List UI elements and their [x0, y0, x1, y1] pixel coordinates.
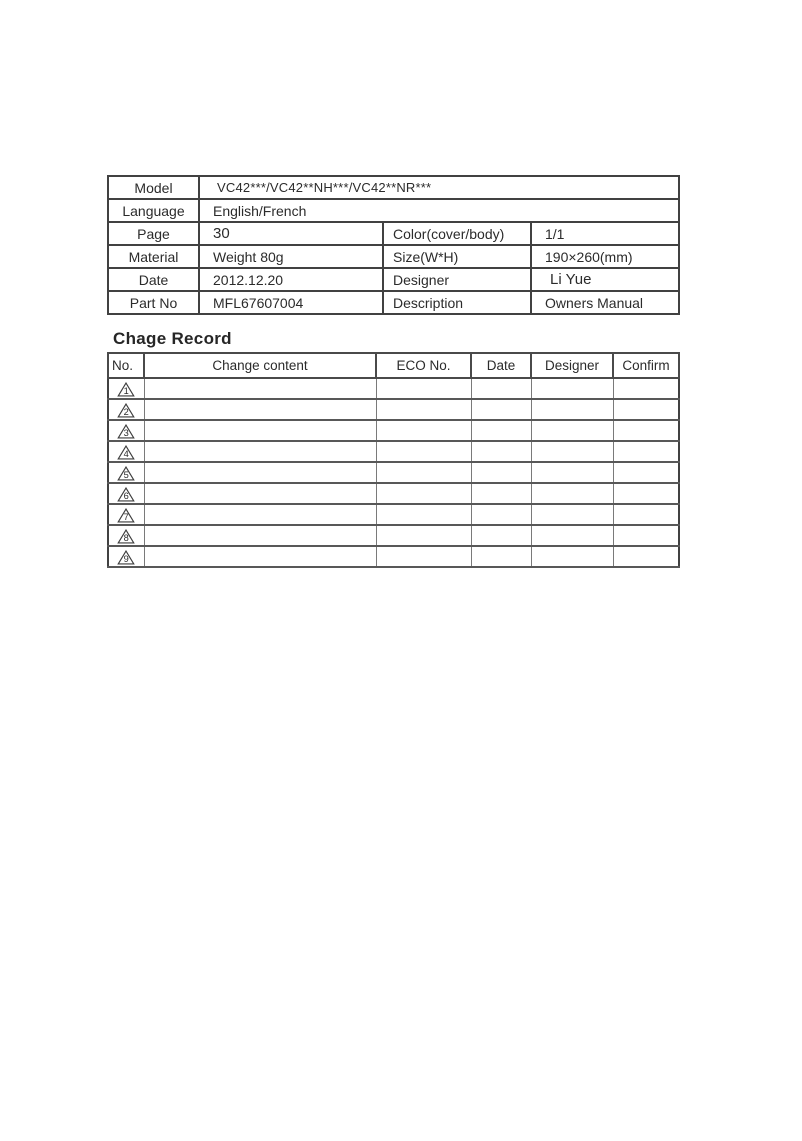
revision-number: 1 — [123, 385, 130, 396]
revision-number: 8 — [123, 532, 130, 543]
spec-value-designer: Li Yue — [531, 268, 679, 291]
spec-row-date — [108, 268, 679, 291]
revision-no-cell — [108, 441, 144, 462]
change-record-row — [108, 378, 679, 399]
col-header-change-content: Change content — [144, 353, 376, 378]
revision-triangle-icon — [117, 550, 135, 565]
col-header-eco-no: ECO No. — [376, 353, 471, 378]
change-record-row — [108, 546, 679, 567]
spec-value-color: 1/1 — [531, 222, 679, 245]
spec-value-date: 2012.12.20 — [199, 268, 383, 291]
change-content-cell — [144, 525, 376, 546]
date-cell — [471, 420, 531, 441]
change-content-cell — [144, 399, 376, 420]
date-cell — [471, 525, 531, 546]
spec-label-language: Language — [108, 199, 199, 222]
revision-no-cell — [108, 546, 144, 567]
spec-label-page: Page — [108, 222, 199, 245]
date-cell — [471, 399, 531, 420]
confirm-cell — [613, 420, 679, 441]
spec-label-material: Material — [108, 245, 199, 268]
spec-value-page: 30 — [199, 222, 383, 245]
spec-value-language: English/French — [199, 199, 679, 222]
spec-label-color: Color(cover/body) — [383, 222, 531, 245]
date-cell — [471, 441, 531, 462]
eco-no-cell — [376, 483, 471, 504]
spec-table — [107, 175, 680, 315]
col-header-designer: Designer — [531, 353, 613, 378]
confirm-cell — [613, 504, 679, 525]
designer-cell — [531, 483, 613, 504]
revision-number: 5 — [123, 469, 130, 480]
spec-label-size: Size(W*H) — [383, 245, 531, 268]
spec-label-description: Description — [383, 291, 531, 314]
revision-triangle-icon — [117, 403, 135, 418]
spec-value-model: VC42***/VC42**NH***/VC42**NR*** — [199, 176, 679, 199]
eco-no-cell — [376, 504, 471, 525]
spec-label-date: Date — [108, 268, 199, 291]
change-content-cell — [144, 462, 376, 483]
confirm-cell — [613, 399, 679, 420]
spec-label-partno: Part No — [108, 291, 199, 314]
spec-value-partno: MFL67607004 — [199, 291, 383, 314]
change-record-header-row — [108, 353, 679, 378]
revision-number: 7 — [123, 511, 130, 522]
change-record-row — [108, 441, 679, 462]
revision-triangle-icon — [117, 487, 135, 502]
designer-cell — [531, 462, 613, 483]
confirm-cell — [613, 378, 679, 399]
revision-triangle-icon — [117, 529, 135, 544]
spec-row-page — [108, 222, 679, 245]
designer-cell — [531, 441, 613, 462]
change-content-cell — [144, 420, 376, 441]
spec-label-designer: Designer — [383, 268, 531, 291]
change-record-row — [108, 525, 679, 546]
revision-number: 2 — [123, 406, 130, 417]
change-content-cell — [144, 483, 376, 504]
spec-value-size: 190×260(mm) — [531, 245, 679, 268]
confirm-cell — [613, 525, 679, 546]
eco-no-cell — [376, 441, 471, 462]
revision-number: 9 — [123, 553, 130, 564]
eco-no-cell — [376, 546, 471, 567]
change-record-row — [108, 504, 679, 525]
revision-triangle-icon — [117, 382, 135, 397]
spec-row-material — [108, 245, 679, 268]
revision-no-cell — [108, 525, 144, 546]
spec-label-model: Model — [108, 176, 199, 199]
eco-no-cell — [376, 462, 471, 483]
change-record-row — [108, 483, 679, 504]
revision-triangle-icon — [117, 445, 135, 460]
revision-no-cell — [108, 399, 144, 420]
date-cell — [471, 504, 531, 525]
date-cell — [471, 483, 531, 504]
change-record-table — [107, 352, 680, 568]
col-header-date: Date — [471, 353, 531, 378]
designer-cell — [531, 420, 613, 441]
revision-triangle-icon — [117, 466, 135, 481]
col-header-confirm: Confirm — [613, 353, 679, 378]
confirm-cell — [613, 483, 679, 504]
change-content-cell — [144, 441, 376, 462]
revision-no-cell — [108, 462, 144, 483]
confirm-cell — [613, 462, 679, 483]
change-content-cell — [144, 546, 376, 567]
revision-number: 3 — [123, 427, 130, 438]
eco-no-cell — [376, 420, 471, 441]
confirm-cell — [613, 441, 679, 462]
col-header-no: No. — [108, 353, 144, 378]
change-content-cell — [144, 504, 376, 525]
eco-no-cell — [376, 378, 471, 399]
spec-row-language — [108, 199, 679, 222]
designer-cell — [531, 399, 613, 420]
revision-number: 6 — [123, 490, 130, 501]
designer-cell — [531, 378, 613, 399]
change-record-title: Chage Record — [113, 329, 232, 348]
date-cell — [471, 378, 531, 399]
confirm-cell — [613, 546, 679, 567]
spec-row-partno — [108, 291, 679, 314]
spec-value-description: Owners Manual — [531, 291, 679, 314]
revision-triangle-icon — [117, 424, 135, 439]
revision-no-cell — [108, 504, 144, 525]
designer-cell — [531, 504, 613, 525]
revision-no-cell — [108, 420, 144, 441]
date-cell — [471, 462, 531, 483]
change-record-row — [108, 399, 679, 420]
revision-triangle-icon — [117, 508, 135, 523]
change-content-cell — [144, 378, 376, 399]
date-cell — [471, 546, 531, 567]
designer-cell — [531, 546, 613, 567]
revision-no-cell — [108, 378, 144, 399]
eco-no-cell — [376, 525, 471, 546]
spec-value-material: Weight 80g — [199, 245, 383, 268]
designer-cell — [531, 525, 613, 546]
eco-no-cell — [376, 399, 471, 420]
revision-no-cell — [108, 483, 144, 504]
spec-row-model — [108, 176, 679, 199]
change-record-row — [108, 420, 679, 441]
revision-number: 4 — [123, 448, 130, 459]
change-record-row — [108, 462, 679, 483]
